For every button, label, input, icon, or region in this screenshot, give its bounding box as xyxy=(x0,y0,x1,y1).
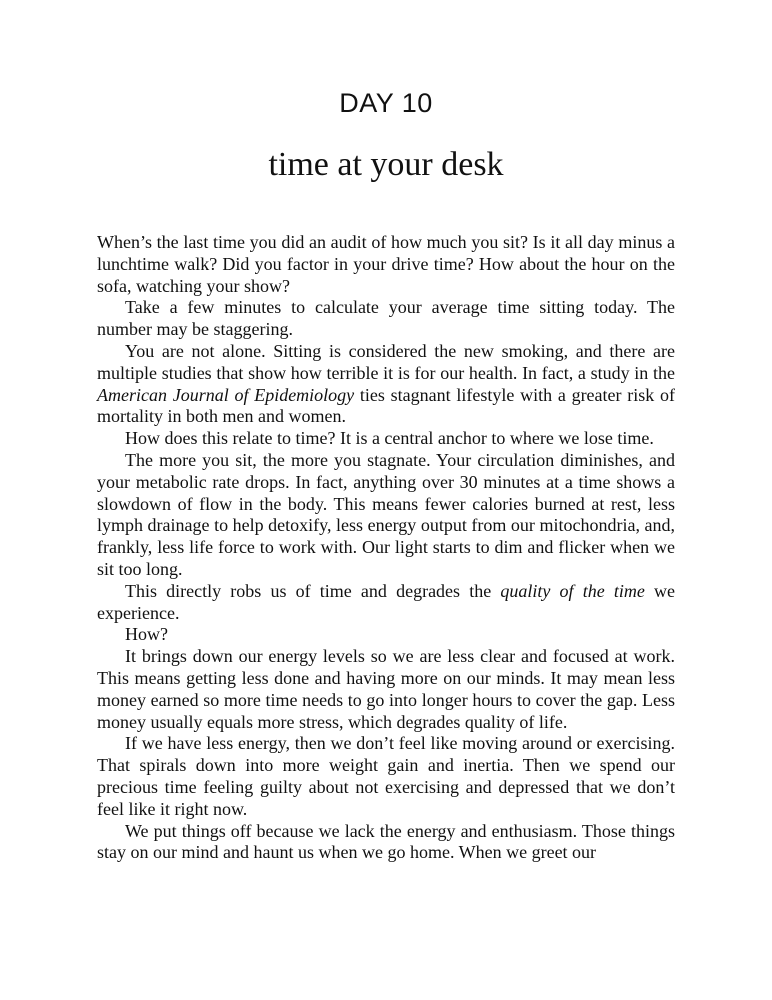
body-text xyxy=(97,232,675,864)
paragraph-text: This directly robs us of time and degrades the xyxy=(125,580,501,601)
paragraph: The more you sit, the more you stagnate. Your circulation diminishes, and your metabolic rate drops. In fact, anything over 30 minutes at a time shows a slowdown of flow in the body. This means fewer calories burned at rest, less lymph drainage to help detoxify, less energy output from our mitochondria, and, frankly, less life force to work with. Our light starts to dim and flicker when we sit too long. xyxy=(97,449,675,579)
paragraph xyxy=(97,341,675,428)
paragraph: Take a few minutes to calculate your average time sitting today. The number may be staggering. xyxy=(97,297,675,340)
chapter-title: time at your desk xyxy=(268,146,504,183)
paragraph: How? xyxy=(125,624,168,645)
paragraph: It brings down our energy levels so we are less clear and focused at work. This means getting less done and having more on our minds. It may mean less money earned so more time needs to go into longer hours to cover the gap. Less money usually equals more stress, which degrades quality of life. xyxy=(97,646,675,732)
paragraph: How does this relate to time? It is a central anchor to where we lose time. xyxy=(125,428,654,449)
paragraph-text: You are not alone. Sitting is considered the new smoking, and there are multiple studies that show how terrible it is for our health. In fact, a study in the xyxy=(97,340,675,383)
journal-title: American Journal of Epidemiology xyxy=(97,384,355,405)
paragraph: If we have less energy, then we don’t feel like moving around or exercising. That spirals down into more weight gain and inertia. Then we spend our precious time feeling guilty about not exercising and depressed that we don’t feel like it right now. xyxy=(97,733,675,819)
paragraph-text: ties stagnant lifestyle with a greater risk of mortality in both men and women. xyxy=(97,384,675,427)
chapter-label: DAY 10 xyxy=(339,88,433,118)
paragraph xyxy=(97,581,675,625)
emphasized-phrase: quality of the time xyxy=(500,580,645,601)
paragraph: When’s the last time you did an audit of how much you sit? Is it all day minus a lunchtime walk? Did you factor in your drive time? How about the hour on the sofa, watching your show? xyxy=(97,232,675,296)
paragraph: We put things off because we lack the energy and enthusiasm. Those things stay on our mind and haunt us when we go home. When we greet our xyxy=(97,820,675,863)
paragraph-text: we experience. xyxy=(97,580,675,623)
